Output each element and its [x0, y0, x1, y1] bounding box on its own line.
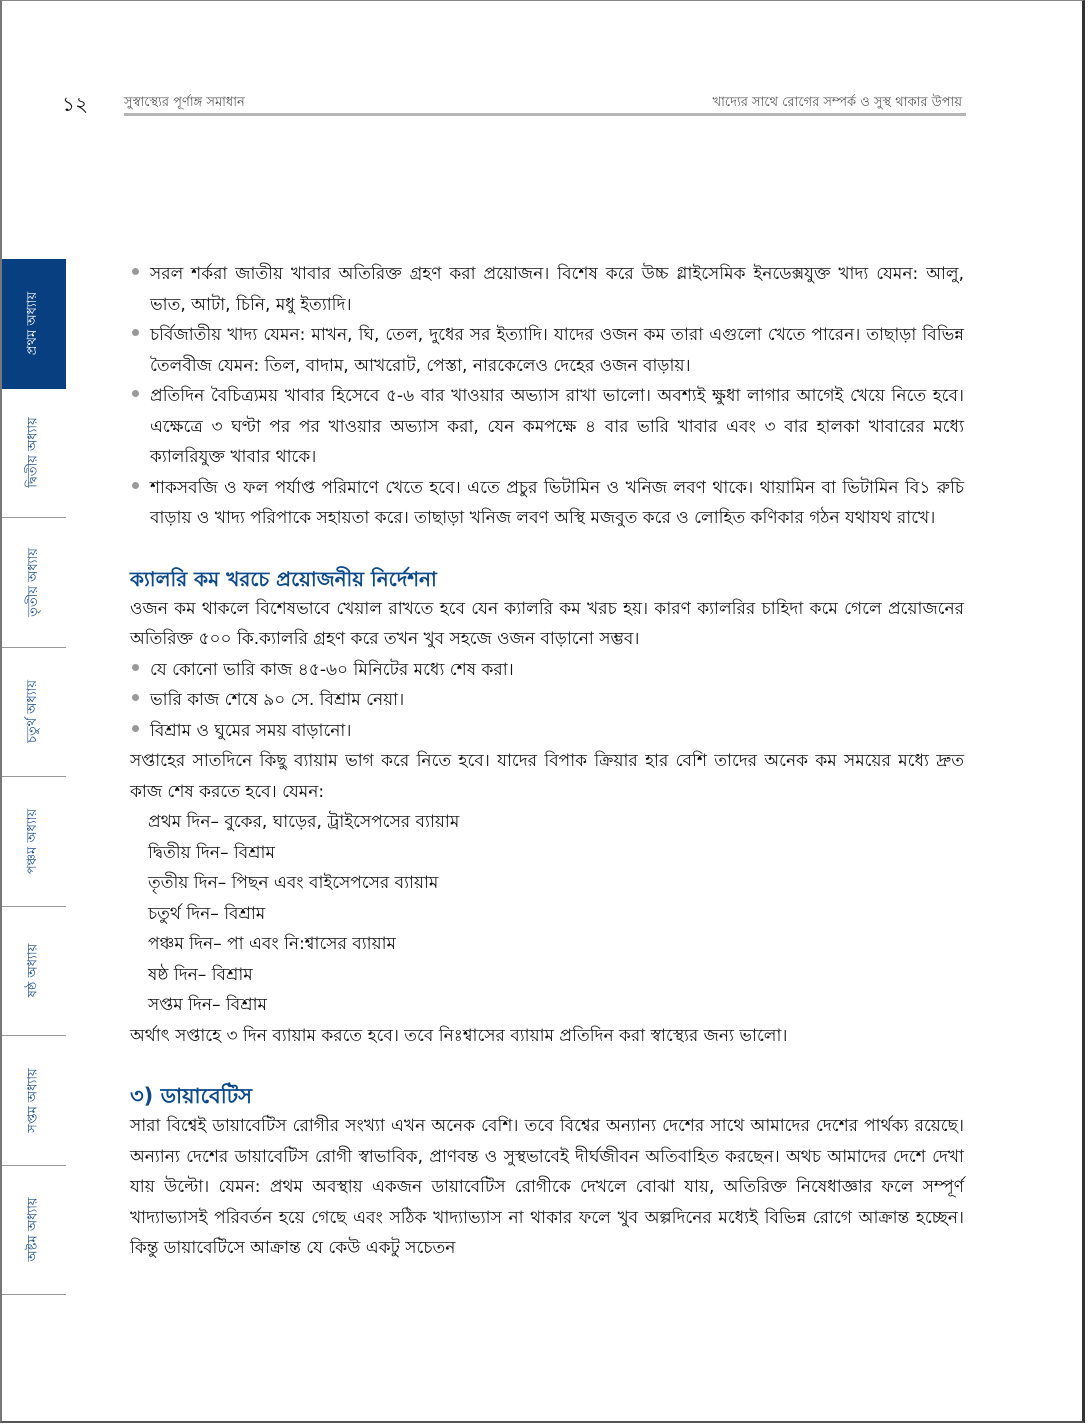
schedule-day: প্রথম দিন– বুকের, ঘাড়ের, ট্রাইসেপসের ব্যায়াম: [148, 812, 460, 832]
bullet-item: যে কোনো ভারি কাজ ৪৫-৬০ মিনিটের মধ্যে শেষ করা।: [130, 655, 964, 686]
schedule-day: চতুর্থ দিন– বিশ্রাম: [148, 903, 266, 924]
running-header-left: সুস্বাস্থ্যের পূর্ণাঙ্গ সমাধান: [124, 95, 245, 110]
bullet-item: বিশ্রাম ও ঘুমের সময় বাড়ানো।: [130, 716, 964, 747]
section-heading-calorie: ক্যালরি কম খরচে প্রয়োজনীয় নির্দেশনা: [130, 566, 437, 591]
schedule-day: দ্বিতীয় দিন– বিশ্রাম: [148, 842, 275, 863]
chapter-tab-label: চতুর্থ অধ্যায়: [25, 680, 41, 744]
chapter-tab-2[interactable]: [2, 389, 66, 519]
chapter-tabs: [2, 259, 66, 1295]
chapter-tab-label: পঞ্চম অধ্যায়: [25, 808, 41, 874]
header-rule: [124, 113, 966, 116]
bullet-item: চর্বিজাতীয় খাদ্য যেমন: মাখন, ঘি, তেল, দুধের সর ইত্যাদি। যাদের ওজন কম তারা এগুলো খেতে পারেন। তাছাড়া বিভিন্ন তৈলবীজ যেমন: তিল, বাদাম, আখরোট, পেস্তা, নারকেলেও দেহের ওজন বাড়ায়।: [130, 320, 964, 381]
paragraph: ওজন কম থাকলে বিশেষভাবে খেয়াল রাখতে হবে যেন ক্যালরি কম খরচ হয়। কারণ ক্যালরির চাহিদা কমে গেলে প্রয়োজনের অতিরিক্ত ৫০০ কি.ক্যালরি গ্রহণ করে তখন খুব সহজে ওজন বাড়ানো সম্ভব।: [130, 598, 964, 649]
chapter-tab-3[interactable]: [2, 518, 66, 648]
chapter-tab-6[interactable]: [2, 907, 66, 1037]
chapter-tab-8[interactable]: [2, 1166, 66, 1296]
chapter-tab-label: সপ্তম অধ্যায়: [25, 1068, 41, 1133]
schedule-day: ষষ্ঠ দিন– বিশ্রাম: [148, 964, 253, 985]
chapter-tab-label: তৃতীয় অধ্যায়: [25, 547, 41, 617]
chapter-tab-4[interactable]: [2, 648, 66, 778]
bullet-item: সরল শর্করা জাতীয় খাবার অতিরিক্ত গ্রহণ করা প্রয়োজন। বিশেষ করে উচ্চ গ্লাইসেমিক ইনডেক্সযুক্ত খাদ্য যেমন: আলু, ভাত, আটা, চিনি, মধু ইত্যাদি।: [130, 259, 964, 320]
paragraph: সারা বিশ্বেই ডায়াবেটিস রোগীর সংখ্যা এখন অনেক বেশি। তবে বিশ্বের অন্যান্য দেশের সাথে আমাদের দেশের পার্থক্য রয়েছে। অন্যান্য দেশের ডায়াবেটিস রোগী স্বাভাবিক, প্রাণবন্ত ও সুস্থভাবেই দীর্ঘজীবন অতিবাহিত করছেন। অথচ আমাদের দেশে দেখা যায় উল্টো। যেমন: প্রথম অবস্থায় একজন ডায়াবেটিস রোগীকে দেখলে বোঝা যায়, অতিরিক্ত নিষেধাজ্ঞার ফলে সম্পূর্ণ খাদ্যাভ্যাসই পরিবর্তন হয়ে গেছে এবং সঠিক খাদ্যাভ্যাস না থাকার ফলে খুব অল্পদিনের মধ্যেই বিভিন্ন রোগে আক্রান্ত হচ্ছেন। কিন্তু ডায়াবেটিসে আক্রান্ত যে কেউ একটু সচেতন: [130, 1116, 964, 1258]
bullet-item: ভারি কাজ শেষে ৯০ সে. বিশ্রাম নেয়া।: [130, 685, 964, 716]
schedule-day: সপ্তম দিন– বিশ্রাম: [148, 995, 267, 1015]
chapter-tab-5[interactable]: [2, 777, 66, 907]
schedule-day: পঞ্চম দিন– পা এবং নি:শ্বাসের ব্যায়াম: [148, 934, 396, 954]
page-number: ১২: [62, 92, 88, 116]
paragraph: অর্থাৎ সপ্তাহে ৩ দিন ব্যায়াম করতে হবে। তবে নিঃশ্বাসের ব্যায়াম প্রতিদিন করা স্বাস্থ্যের জন্য ভালো।: [130, 1025, 788, 1046]
schedule-day: তৃতীয় দিন– পিছন এবং বাইসেপসের ব্যায়াম: [148, 873, 439, 893]
chapter-tab-7[interactable]: [2, 1036, 66, 1166]
chapter-tab-1[interactable]: [2, 259, 66, 389]
bullet-item: শাকসবজি ও ফল পর্যাপ্ত পরিমাণে খেতে হবে। এতে প্রচুর ভিটামিন ও খনিজ লবণ থাকে। থায়ামিন বা ভিটামিন বি১ রুচি বাড়ায় ও খাদ্য পরিপাকে সহায়তা করে। তাছাড়া খনিজ লবণ অস্থি মজবুত করে ও লোহিত কণিকার গঠন যথাযথ রাখে।: [130, 473, 964, 534]
main-content: [130, 259, 964, 1264]
paragraph: সপ্তাহের সাতদিনে কিছু ব্যায়াম ভাগ করে নিতে হবে। যাদের বিপাক ক্রিয়ার হার বেশি তাদের অনেক কম সময়ের মধ্যে দ্রুত কাজ শেষ করতে হবে। যেমন:: [130, 751, 964, 802]
chapter-tab-label: অষ্টম অধ্যায়: [25, 1197, 41, 1262]
bullet-item: প্রতিদিন বৈচিত্র্যময় খাবার হিসেবে ৫-৬ বার খাওয়ার অভ্যাস রাখা ভালো। অবশ্যই ক্ষুধা লাগার আগেই খেয়ে নিতে হবে। এক্ষেত্রে ৩ ঘণ্টা পর পর খাওয়ার অভ্যাস করা, যেন কমপক্ষে ৪ বার ভারি খাবার এবং ৩ বার হালকা খাবারের মধ্যে ক্যালরিযুক্ত খাবার থাকে।: [130, 381, 964, 473]
running-header-right: খাদ্যের সাথে রোগের সম্পর্ক ও সুস্থ থাকার উপায়: [712, 95, 962, 110]
chapter-tab-label: ষষ্ঠ অধ্যায়: [25, 943, 41, 998]
chapter-tab-label: দ্বিতীয় অধ্যায়: [25, 417, 41, 488]
section-heading-diabetes: ৩) ডায়াবেটিস: [130, 1084, 253, 1108]
chapter-tab-label: প্রথম অধ্যায়: [25, 292, 41, 356]
